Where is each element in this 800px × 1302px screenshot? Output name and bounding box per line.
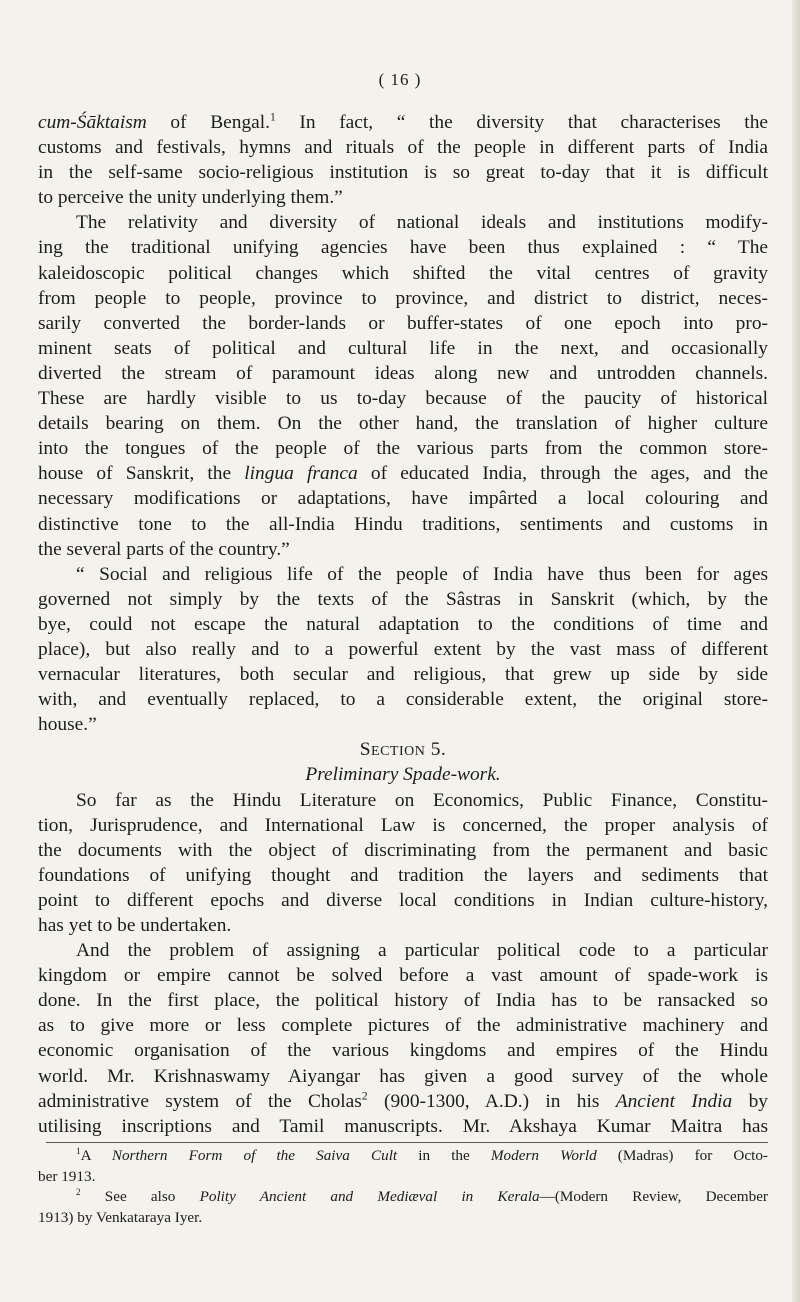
text-line: with, and eventually replaced, to a considerable extent, the original store- [38, 689, 768, 711]
footnote-ref: 2 [361, 1089, 368, 1103]
text-line: sarily converted the border-lands or buffer-states of one epoch into pro- [38, 312, 768, 334]
text-line: has yet to be undertaken. [38, 915, 232, 936]
text-line: to perceive the unity underlying them.” [38, 187, 343, 209]
footnote-ref: 1 [269, 110, 276, 124]
text-line: customs and festivals, hymns and rituals of the people in different parts of India [38, 137, 768, 159]
text-line: in the self-same socio-religious institution is so great to-day that it is difficult [38, 162, 768, 184]
text-line: the several parts of the country.” [38, 538, 290, 560]
text-line: “ Social and religious life of the people of India have thus been for ages [76, 563, 768, 585]
text-line: house.” [38, 714, 97, 736]
text-line: foundations of unifying thought and tradition the layers and sediments that [38, 864, 768, 886]
text-line: And the problem of assigning a particular political code to a particular [76, 940, 768, 962]
footnotes [38, 1146, 768, 1228]
section-subtitle: Preliminary Spade-work. [305, 764, 501, 786]
text-line: details bearing on them. On the other hand, the translation of higher culture [38, 413, 768, 435]
text-line: minent seats of political and cultural life in the next, and occasionally [38, 337, 768, 359]
footnote-divider [46, 1142, 768, 1143]
text-line: administrative system of the Cholas$^2$ (900-1300, A.D.) in his Ancient India by [38, 1089, 768, 1112]
text-line: vernacular literatures, both secular and religious, that grew up side by side [38, 664, 768, 686]
text-line: utilising inscriptions and Tamil manuscripts. Mr. Akshaya Kumar Maitra has [38, 1115, 768, 1137]
text-line: So far as the Hindu Literature on Economics, Public Finance, Constitu- [76, 789, 768, 811]
text-line: from people to people, province to province, and district to district, neces- [38, 287, 768, 309]
section-heading: Section 5. [359, 739, 447, 761]
text-line: done. In the first place, the political history of India has to be ransacked so [38, 990, 768, 1012]
text-line: the documents with the object of discriminating from the permanent and basic [38, 839, 768, 861]
text-line: The relativity and diversity of national ideals and institutions modify- [76, 212, 768, 234]
text-line: economic organisation of the various kingdoms and empires of the Hindu [38, 1040, 768, 1062]
text-line: governed not simply by the texts of the Sâstras in Sanskrit (which, by the [38, 588, 768, 610]
text-line: house of Sanskrit, the lingua franca of educated India, through the ages, and the [38, 463, 768, 485]
text-line: distinctive tone to the all-India Hindu traditions, sentiments and customs in [38, 513, 768, 535]
text-line: place), but also really and to a powerful extent by the vast mass of different [38, 638, 768, 660]
footnote-line: 1913) by Venkataraya Iyer. [38, 1208, 203, 1226]
page-number: ( 16 ) [378, 70, 422, 89]
text-line: bye, could not escape the natural adaptation to the conditions of time and [38, 613, 768, 635]
footnote-line: $^2$ See also Polity Ancient and Mediæval in Kerala—(Modern Review, December [76, 1186, 768, 1205]
text-line: point to different epochs and diverse local conditions in Indian culture-history, [38, 889, 768, 911]
text-line: world. Mr. Krishnaswamy Aiyangar has given a good survey of the whole [38, 1065, 768, 1087]
page-edge-shadow [792, 0, 800, 1302]
text-line: as to give more or less complete pictures of the administrative machinery and [38, 1015, 768, 1037]
body-text [38, 110, 768, 1139]
text-line: into the tongues of the people of the various parts from the common store- [38, 438, 768, 460]
footnote-line: ber 1913. [38, 1167, 96, 1185]
text-line: kaleidoscopic political changes which shifted the vital centres of gravity [38, 262, 768, 284]
text-line: cum-Śāktaism of Bengal.$^1$ In fact, “ the diversity that characterises the [38, 110, 768, 133]
text-line: tion, Jurisprudence, and International Law is concerned, the proper analysis of [38, 814, 768, 836]
text-line: ing the traditional unifying agencies have been thus explained : “ The [38, 237, 768, 259]
footnote-line: $^1$A Northern Form of the Saiva Cult in the Modern World (Madras) for Octo- [76, 1145, 768, 1164]
text-line: These are hardly visible to us to-day because of the paucity of historical [38, 388, 768, 410]
text-line: necessary modifications or adaptations, have impârted a local colouring and [38, 488, 768, 510]
text-line: diverted the stream of paramount ideas along new and untrodden channels. [38, 362, 768, 384]
text-line: kingdom or empire cannot be solved before a vast amount of spade-work is [38, 965, 768, 987]
